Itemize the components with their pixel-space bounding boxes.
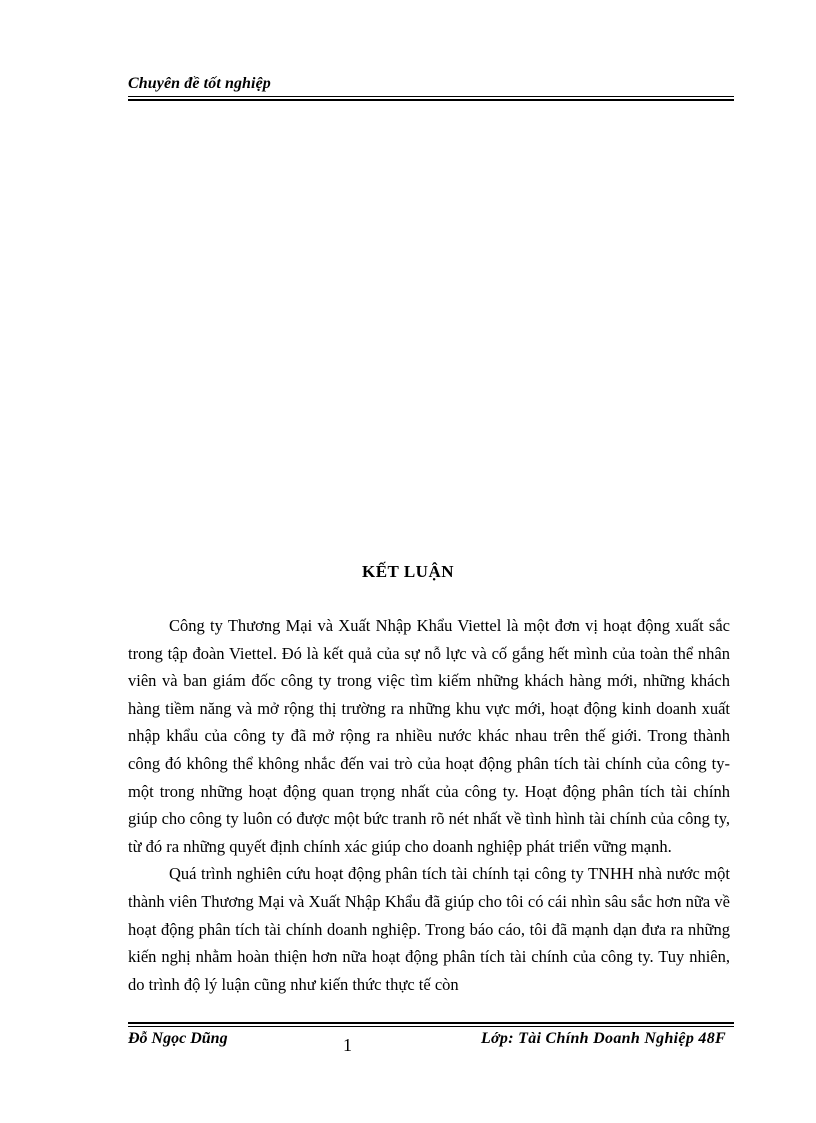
header-rule — [128, 96, 734, 101]
page-number: 1 — [343, 1035, 352, 1055]
paragraph-2: Quá trình nghiên cứu hoạt động phân tích tài chính tại công ty TNHH nhà nước một thành viên Thương Mại và Xuất Nhập Khẩu đã giúp cho tôi có cái nhìn sâu sắc hơn nữa về hoạt động phân tích tài chính doanh nghiệp. Trong báo cáo, tôi đã mạnh dạn đưa ra những kiến nghị nhằm hoàn thiện hơn nữa hoạt động phân tích tài chính của công ty. Tuy nhiên, do trình độ lý luận cũng như kiến thức thực tế còn — [128, 864, 730, 994]
footer-author: Đỗ Ngọc Dũng — [128, 1030, 228, 1047]
page-footer — [128, 1022, 734, 1056]
footer-rule — [128, 1022, 734, 1027]
footer-class-label: Lớp: Tài Chính Doanh Nghiệp 48F — [480, 1030, 726, 1047]
header-title: Chuyên đề tốt nghiệp — [128, 75, 271, 92]
page-header — [128, 74, 734, 101]
section-title: KẾT LUẬN — [361, 562, 454, 581]
body-text — [128, 612, 730, 998]
paragraph-1: Công ty Thương Mại và Xuất Nhập Khẩu Viettel là một đơn vị hoạt động xuất sắc trong tập đoàn Viettel. Đó là kết quả của sự nỗ lực và cố gắng hết mình của toàn thể nhân viên và ban giám đốc công ty trong việc tìm kiếm những khách hàng mới, những khách hàng tiềm năng và mở rộng thị trường ra những khu vực mới, hoạt động kinh doanh xuất nhập khẩu của công ty đã mở rộng ra nhiều nước khác nhau trên thế giới. Trong thành công đó không thể không nhắc đến vai trò của hoạt động phân tích tài chính của công ty- một trong những hoạt động quan trọng nhất của công ty. Hoạt động phân tích tài chính giúp cho công ty luôn có được một bức tranh rõ nét nhất về tình hình tài chính của công ty, từ đó ra những quyết định chính xác giúp cho doanh nghiệp phát triển vững mạnh. — [128, 616, 730, 856]
